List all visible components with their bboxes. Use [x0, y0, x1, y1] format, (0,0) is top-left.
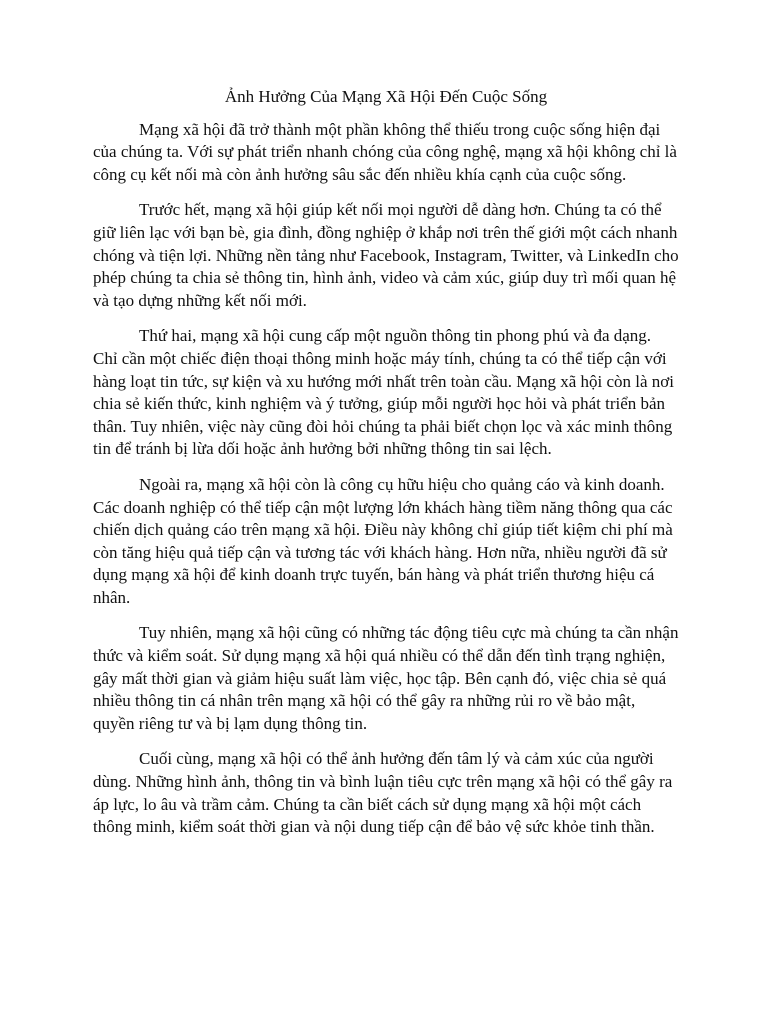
- paragraph-information: Thứ hai, mạng xã hội cung cấp một nguồn thông tin phong phú và đa dạng. Chỉ cần một chiếc điện thoại thông minh hoặc máy tính, chúng ta có thể tiếp cận với hàng loạt tin tức, sự kiện và xu hướng mới nhất trên toàn cầu. Mạng xã hội còn là nơi chia sẻ kiến thức, kinh nghiệm và ý tưởng, giúp mỗi người học hỏi và phát triển bản thân. Tuy nhiên, việc này cũng đòi hỏi chúng ta phải biết chọn lọc và xác minh thông tin để tránh bị lừa dối hoặc ảnh hưởng bởi những thông tin sai lệch.: [93, 326, 675, 459]
- document-page: [93, 86, 679, 852]
- paragraph-intro: Mạng xã hội đã trở thành một phần không thể thiếu trong cuộc sống hiện đại của chúng ta. Với sự phát triển nhanh chóng của công nghệ, mạng xã hội không chỉ là công cụ kết nối mà còn ảnh hưởng sâu sắc đến nhiều khía cạnh của cuộc sống.: [93, 119, 677, 184]
- paragraph-connection: Trước hết, mạng xã hội giúp kết nối mọi người dễ dàng hơn. Chúng ta có thể giữ liên lạc với bạn bè, gia đình, đồng nghiệp ở khắp nơi trên thế giới một cách nhanh chóng và tiện lợi. Những nền tảng như Facebook, Instagram, Twitter, và LinkedIn cho phép chúng ta chia sẻ thông tin, hình ảnh, video và cảm xúc, giúp duy trì mối quan hệ và tạo dựng những kết nối mới.: [93, 200, 679, 310]
- paragraph-negative-effects: Tuy nhiên, mạng xã hội cũng có những tác động tiêu cực mà chúng ta cần nhận thức và kiểm soát. Sử dụng mạng xã hội quá nhiều có thể dẫn đến tình trạng nghiện, gây mất thời gian và giảm hiệu suất làm việc, học tập. Bên cạnh đó, việc chia sẻ quá nhiều thông tin cá nhân trên mạng xã hội có thể gây ra những rủi ro về bảo mật, quyền riêng tư và bị lạm dụng thông tin.: [93, 623, 679, 733]
- paragraph-business: Ngoài ra, mạng xã hội còn là công cụ hữu hiệu cho quảng cáo và kinh doanh. Các doanh nghiệp có thể tiếp cận một lượng lớn khách hàng tiềm năng thông qua các chiến dịch quảng cáo trên mạng xã hội. Điều này không chỉ giúp tiết kiệm chi phí mà còn tăng hiệu quả tiếp cận và tương tác với khách hàng. Hơn nữa, nhiều người đã sử dụng mạng xã hội để kinh doanh trực tuyến, bán hàng và phát triển thương hiệu cá nhân.: [93, 474, 673, 607]
- document-title: Ảnh Hưởng Của Mạng Xã Hội Đến Cuộc Sống: [224, 87, 548, 106]
- paragraph-mental-health: Cuối cùng, mạng xã hội có thể ảnh hưởng đến tâm lý và cảm xúc của người dùng. Những hình ảnh, thông tin và bình luận tiêu cực trên mạng xã hội có thể gây ra áp lực, lo âu và trầm cảm. Chúng ta cần biết cách sử dụng mạng xã hội một cách thông minh, kiểm soát thời gian và nội dung tiếp cận để bảo vệ sức khỏe tinh thần.: [93, 749, 673, 837]
